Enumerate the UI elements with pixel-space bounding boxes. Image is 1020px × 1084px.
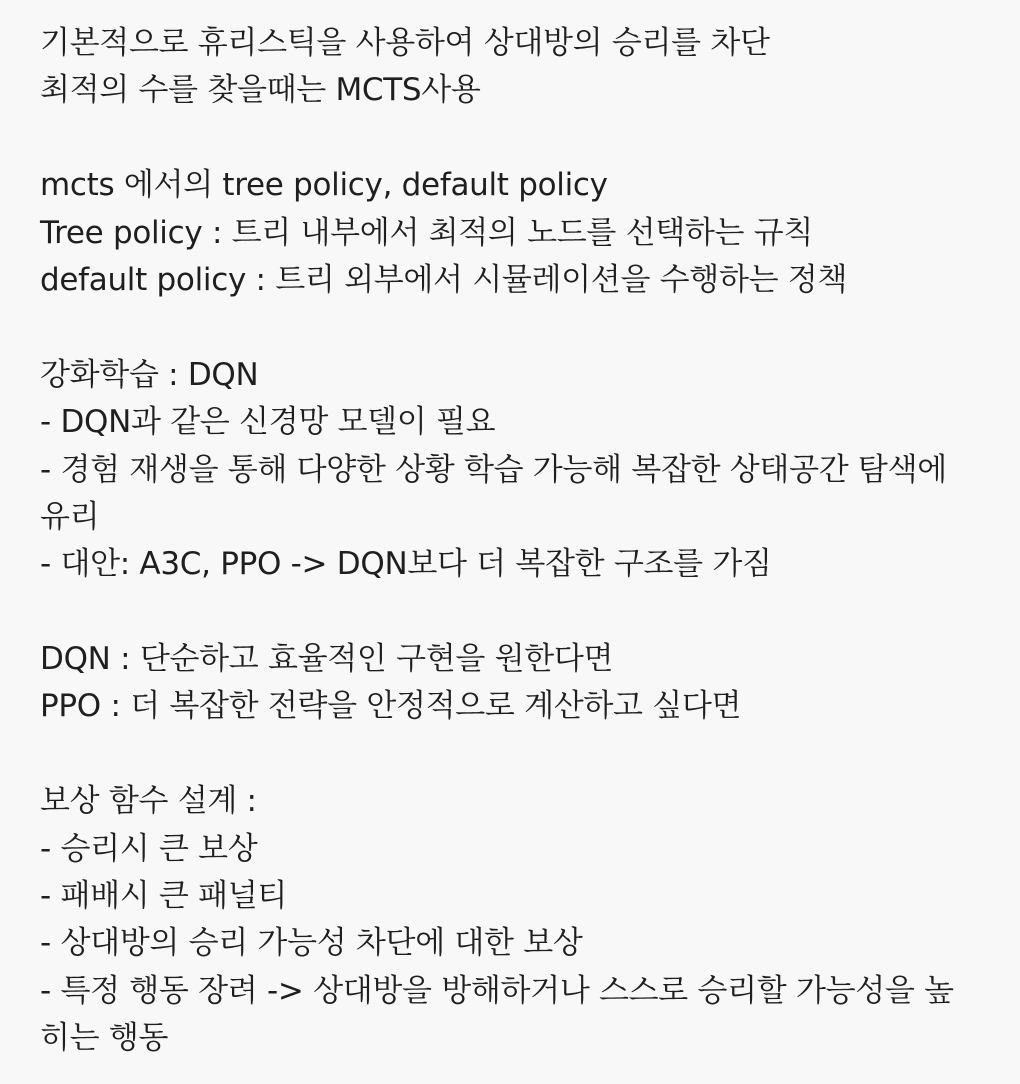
note-line: 최적의 수를 찾을때는 MCTS사용 <box>40 72 481 109</box>
note-line: DQN : 단순하고 효율적인 구현을 원한다면 <box>40 641 614 678</box>
note-line: mcts 에서의 tree policy, default policy <box>40 167 608 204</box>
note-line: - 승리시 큰 보상 <box>40 830 258 867</box>
note-line: - DQN과 같은 신경망 모델이 필요 <box>40 404 496 441</box>
blank-line <box>40 589 1000 636</box>
blank-line <box>40 731 1000 778</box>
note-text-area[interactable] <box>40 20 1000 1063</box>
note-line: 강화학습 : DQN <box>40 356 259 393</box>
note-line: 보상 함수 설계 : <box>40 783 257 820</box>
blank-line <box>40 304 1000 351</box>
blank-line <box>40 115 1000 162</box>
note-line: Tree policy : 트리 내부에서 최적의 노드를 선택하는 규칙 <box>40 214 814 251</box>
note-line: - 상대방의 승리 가능성 차단에 대한 보상 <box>40 925 583 962</box>
note-line: - 대안: A3C, PPO -> DQN보다 더 복잡한 구조를 가짐 <box>40 546 772 583</box>
note-line: PPO : 더 복잡한 전략을 안정적으로 계산하고 싶다면 <box>40 688 742 725</box>
note-line: 히는 행동 <box>40 1020 169 1057</box>
note-line: - 특정 행동 장려 -> 상대방을 방해하거나 스스로 승리할 가능성을 높 <box>40 972 954 1009</box>
note-line: 유리 <box>40 498 100 535</box>
note-line: 기본적으로 휴리스틱을 사용하여 상대방의 승리를 차단 <box>40 25 770 61</box>
note-line: - 패배시 큰 패널티 <box>40 878 288 915</box>
note-line: default policy : 트리 외부에서 시뮬레이션을 수행하는 정책 <box>40 261 848 298</box>
note-line: - 경험 재생을 통해 다양한 상황 학습 가능해 복잡한 상태공간 탐색에 <box>40 451 947 488</box>
